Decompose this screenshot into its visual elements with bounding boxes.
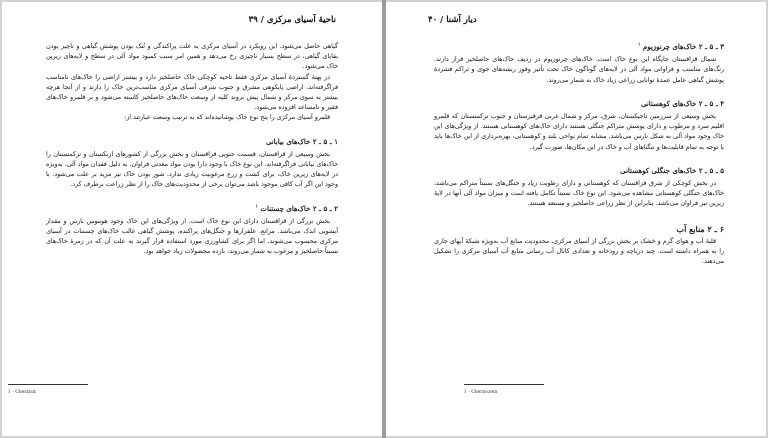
left-page-header	[249, 15, 336, 25]
left-page	[2, 2, 382, 436]
left-page-body	[46, 42, 338, 258]
right-header-separator: /	[440, 15, 447, 25]
heading-text: ۱ ـ ۵ ـ ۲ خاک‌های بیابانی	[265, 136, 338, 146]
footnote-divider	[8, 384, 88, 385]
right-page-body	[434, 42, 724, 267]
right-page	[386, 2, 766, 436]
left-header-separator: /	[257, 15, 264, 25]
right-header-title: دیار آشنا	[446, 15, 477, 25]
heading-text: ۲ ـ ۵ ـ ۲ خاک‌های چستنات	[260, 203, 338, 213]
paragraph: گیاهی حاصل می‌شود. این رویکرد در آسیای مرکزی به علت پراکندگی و تُنک بودن پوشش گیاهی و ناچیز بودن بقایای گیاهی، در سطح بسیار ناچیزی رخ می‌دهد و همین امر سبب کمبود مواد آلی در سطح و لایه‌های زیرین خاک می‌شود.	[46, 43, 338, 71]
section-heading-mountain-soils	[434, 99, 724, 109]
footnote-divider	[464, 384, 544, 385]
paragraph: بخش بزرگی از قزاقستان دارای این نوع خاک است. از ویژگی‌های این خاک وجود هوموس نارس و مقدار آبشویی اندک می‌باشد. مراتع، علفزارها و جنگل‌های پراکنده، پوشش گیاهی غالب خاک‌های چستنات در آسیای مرکزی محسوب می‌شوند، اما اگر برای کشاورزی مورد استفاده قرار گیرند به علت آن که در زمرهٔ خاک‌های نسبتاً حاصلخیز و مرغوب به شمار می‌روند، بازده محصولات زیاد خواهد بود.	[46, 217, 338, 256]
section-heading-mountain-forest-soils	[434, 166, 724, 176]
footnote: 1 - Chestnut	[8, 390, 36, 395]
footnote: 1 - Chernozem	[464, 390, 498, 395]
footnote-marker: ۱	[638, 42, 641, 48]
heading-text: ۵ ـ ۵ ـ ۲ خاک‌های جنگلی کوهستانی	[620, 165, 724, 175]
paragraph: بخش وسیعی از سرزمین تاجیکستان، شرق، مرکز و شمال غربی قرقیزستان و جنوب ترکمنستان که قلمرو اقلیم سرد و مرطوب و دارای پوشش متراکم جنگلی هستند دارای خاک‌های کوهستانی هستند. از ویژگی‌های این خاک وجود مواد آلی به شکل نارس می‌باشد. مشابه تمام نواحی بلند و کوهستانی، بهره‌برداری از این خاک‌ها باید با توجه به تمام قابلیت‌ها و تنگناهای آب و خاک در این مکان‌ها، صورت گیرد.	[434, 113, 724, 151]
paragraph: در بخش کوچکی از شرق قزاقستان که کوهستانی و دارای رطوبت زیاد و جنگل‌های نسبتاً متراکم می‌باشد، خاک‌های جنگلی کوهستانی مشاهده می‌شود. این نوع خاک نسبتاً تکامل یافته است و میزان مواد آلی آنها در لایهٔ زیرین نیز فراوان می‌باشد. بنابراین از نظر زراعی حاصلخیز و مستعد هستند.	[434, 180, 724, 208]
paragraph: قلبهٔ آب و هوای گرم و خشک بر بخش بزرگی از آسیای مرکزی، محدودیت منابع آب به‌ویژه شبکهٔ آبهای جاری را به همراه داشته است. چند دریاچه و رودخانه و تعدادی کانال آب رسانی منابع آب آسیای مرکزی را تشکیل می‌دهند.	[434, 237, 724, 266]
paragraph: قلمرو آسیای مرکزی را پنج نوع خاک پوشانیده‌اند که به ترتیب وسعت عبارتند از:	[124, 114, 330, 122]
paragraph: شمال قزاقستان جایگاه این نوع خاک است. خاک‌های چرنوزیوم در ردیف خاک‌های حاصلخیز قرار دارند. رنگ‌های مناسب و فراوانی مواد آلی در لایه‌های گوناگون خاک تحت تأثیر وفور ریشه‌های جوی و تراکم فشردهٔ پوشش گیاهی عامل عمدهٔ توانایی زراعی زیاد خاک به شمار می‌روند.	[434, 56, 724, 84]
left-page-number: ۳۹	[248, 15, 258, 25]
section-heading-chestnut-soils	[46, 204, 338, 214]
left-header-title: ناحیهٔ آسیای مرکزی	[266, 15, 336, 25]
paragraph: بخش وسیعی از قزاقستان، قسمت جنوبی قزاقستان و بخش بزرگی از کشورهای ازبکستان و ترکمنستان را خاک‌های بیابانی فراگرفته‌اند. این نوع خاک با وجود دارا بودن مواد معدنی فراوان، به دلیل فقدان مواد آلی، به‌ویژه در لایه‌های زیرین خاک، برای کشت و زرع مرغوبیت زیادی ندارد. شور بودن خاک نیز مزید بر علت می‌شود. با وجود این اگر آب کافی موجود باشد می‌توان برخی از محدودیت‌های خاک را از نظر زراعت برطرف کرد.	[46, 150, 338, 189]
paragraph: در پهنهٔ گستردهٔ آسیای مرکزی فقط ناحیه کوچکی خاک حاصلخیز دارد و بیشتر اراضی را خاک‌های نامناسب فراگرفته‌اند. اراضی پایکوهی مشرق و جنوب شرقی آسیای مرکزی مناسب‌ترین خاک را دارند و از آنجا هرچه بیشتر به سوی مرکز و شمال پیش بروند کلیه از وسعت خاک‌های حاصلخیز کاسته می‌شود و بر قلمرو خاک‌های فقیر و نامساعد افزوده می‌شود.	[46, 73, 338, 112]
section-heading-chernozem-soils	[434, 42, 724, 52]
right-page-number: ۴۰	[428, 15, 438, 25]
section-heading-water-resources	[434, 224, 724, 234]
right-page-header	[428, 15, 477, 25]
heading-text: ۳ ـ ۵ ـ ۲ خاک‌های چرنوزیوم	[642, 42, 724, 51]
footnote-marker: ۱	[255, 204, 258, 210]
section-heading-desert-soils	[46, 137, 338, 147]
heading-text: ۶ ـ ۲ منابع آب	[676, 223, 724, 234]
heading-text: ۴ ـ ۵ ـ ۲ خاک‌های کوهستانی	[641, 98, 724, 108]
